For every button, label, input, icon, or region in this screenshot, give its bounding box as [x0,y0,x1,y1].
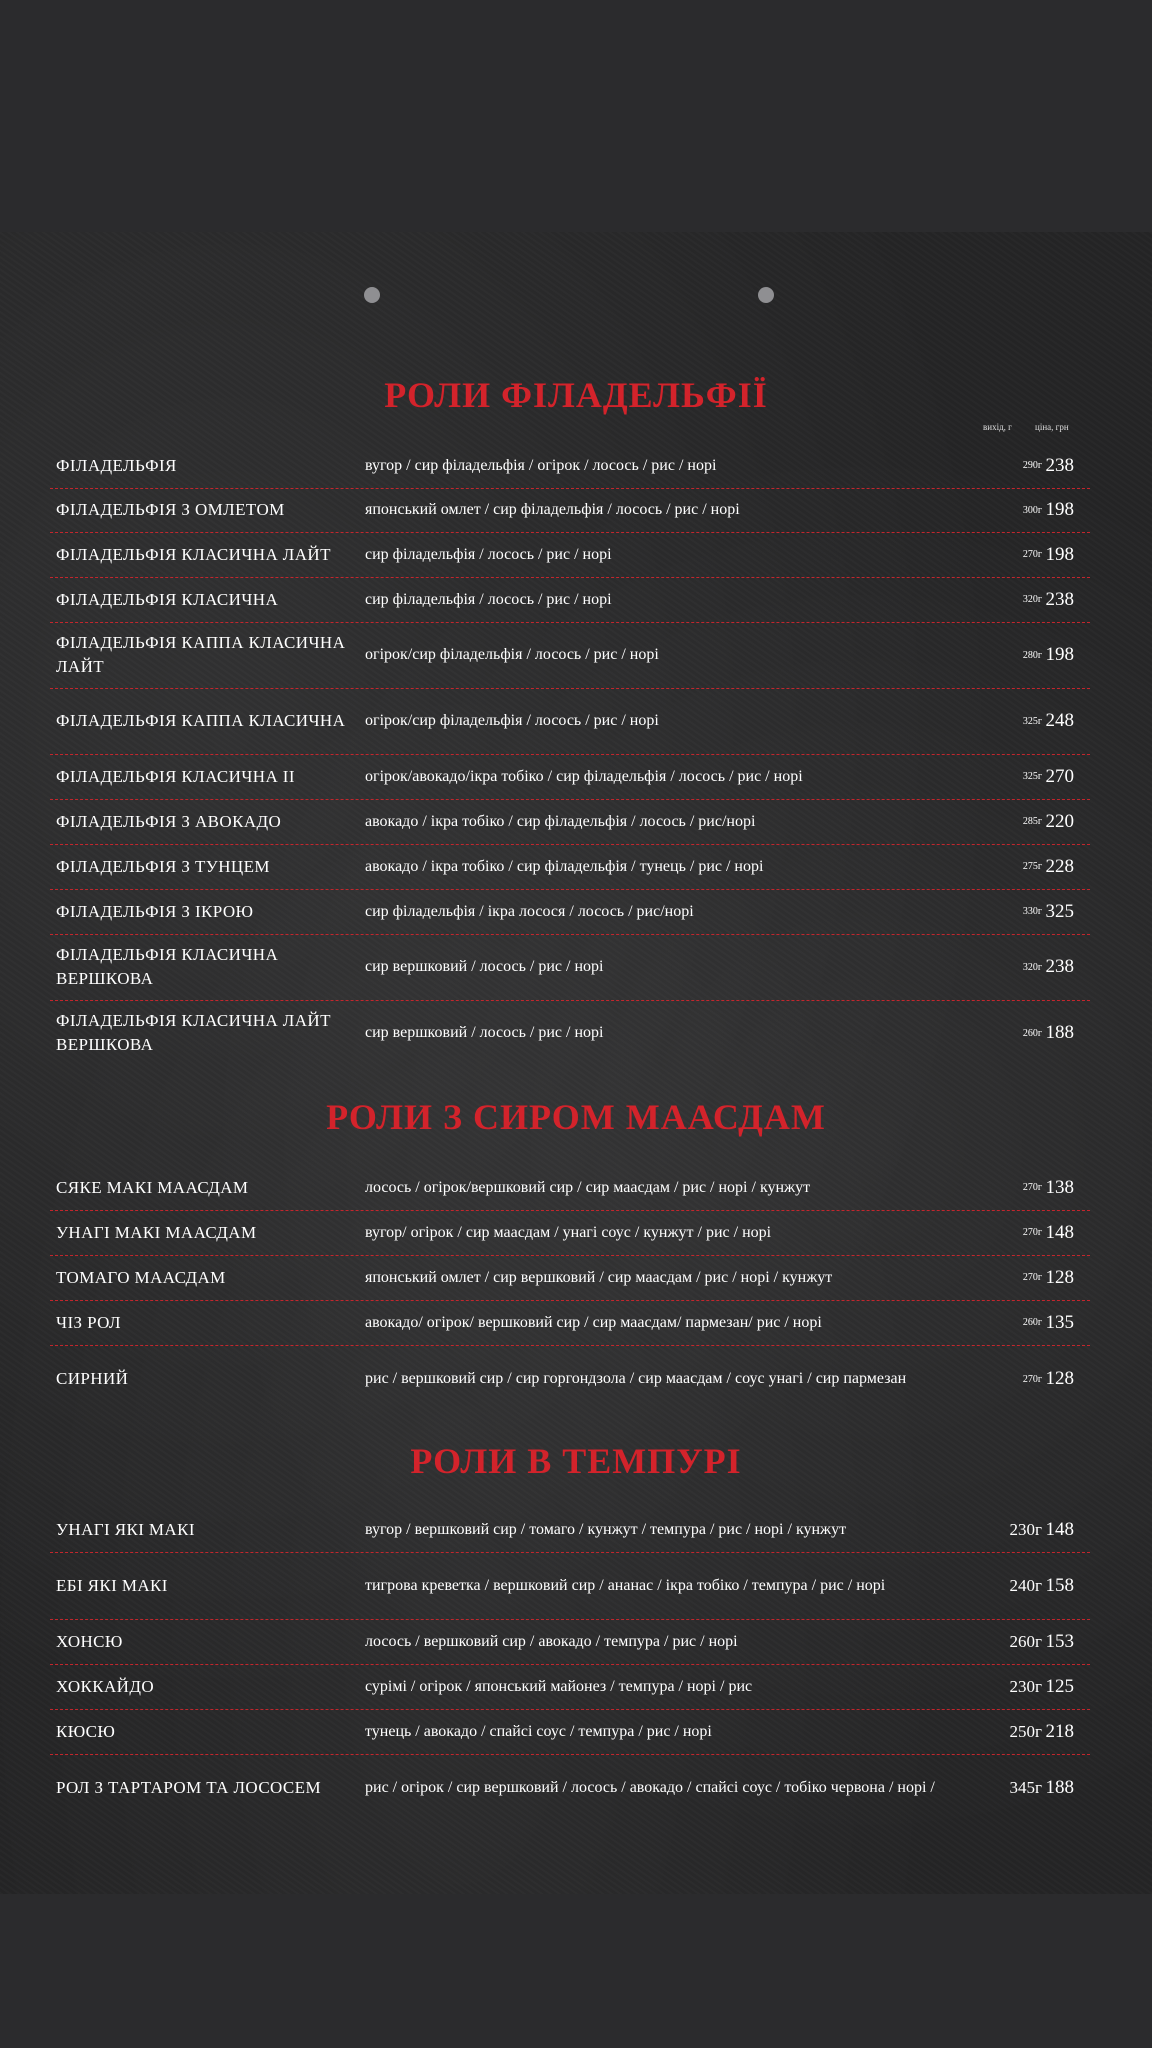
item-price: 138 [1045,1176,1074,1198]
pin-left-icon [364,287,380,303]
item-description: сир філадельфія / лосось / рис / норі [365,545,612,563]
item-weight: 260г [1009,1631,1042,1651]
item-price: 248 [1045,710,1074,731]
item-name: РОЛ З ТАРТАРОМ ТА ЛОСОСЕМ [56,1778,321,1797]
item-name: ЧІЗ РОЛ [56,1312,121,1332]
item-price: 188 [1045,1022,1074,1043]
item-weight: 285г [1022,816,1042,827]
item-weight: 300г [1022,504,1042,516]
menu-row [50,622,1090,689]
item-description: сир вершковий / лосось / рис / норі [365,1024,604,1041]
item-name: СЯКЕ МАКІ МААСДАМ [56,1177,249,1197]
item-description: авокадо/ огірок/ вершковий сир / сир маасдам/ пармезан/ рис / норі [365,1313,822,1331]
item-price: 158 [1045,1574,1074,1596]
menu-row [50,889,1090,935]
item-name: ФІЛАДЕЛЬФІЯ З ТУНЦЕМ [56,856,270,876]
item-weight: 280г [1022,649,1042,661]
item-price: 238 [1045,588,1074,610]
menu-row [50,1664,1090,1710]
menu-row [50,754,1090,800]
item-weight: 320г [1022,594,1042,605]
item-description: вугор/ огірок / сир маасдам / унагі соус / кунжут / рис / норі [365,1223,772,1241]
menu-row [50,1754,1090,1822]
item-price: 325 [1045,900,1074,922]
item-price: 270 [1045,765,1074,787]
item-name: ХОККАЙДО [56,1676,154,1696]
item-price: 188 [1045,1777,1074,1798]
item-name: ФІЛАДЕЛЬФІЯ КАППА КЛАСИЧНА [56,711,346,730]
menu-row [50,1000,1090,1066]
section-title-maasdam: РОЛИ З СИРОМ МААСДАМ [326,1097,826,1137]
menu-row [50,443,1090,489]
item-price: 148 [1045,1221,1074,1243]
item-price: 198 [1045,644,1074,665]
item-weight: 240г [1009,1575,1042,1595]
item-weight: 320г [1022,961,1042,973]
item-name: ФІЛАДЕЛЬФІЯ КЛАСИЧНА ВЕРШКОВА [56,945,279,988]
item-description: сир філадельфія / ікра лосося / лосось / рис/норі [365,902,694,920]
section-title-philadelphia: РОЛИ ФІЛАДЕЛЬФІЇ [384,375,768,415]
menu-row [50,688,1090,755]
item-price: 238 [1045,956,1074,977]
item-price: 220 [1045,810,1074,832]
item-description: японський омлет / сир вершковий / сир маасдам / рис / норі / кунжут [365,1268,833,1286]
item-name: УНАГІ МАКІ МААСДАМ [56,1222,257,1242]
menu-row [50,1165,1090,1211]
item-name: ФІЛАДЕЛЬФІЯ З ОМЛЕТОМ [56,500,285,519]
item-weight: 270г [1022,1227,1042,1238]
menu-row [50,844,1090,890]
item-description: огірок/авокадо/ікра тобіко / сир філадельфія / лосось / рис / норі [365,767,803,785]
item-name: УНАГІ ЯКІ МАКІ [56,1519,195,1539]
item-price: 238 [1045,454,1074,476]
menu-row [50,1507,1090,1553]
item-weight: 230г [1009,1519,1042,1539]
weight-column-header: вихід, г [983,422,1012,432]
item-name: ТОМАГО МААСДАМ [56,1267,226,1287]
item-description: вугор / вершковий сир / томаго / кунжут / темпура / рис / норі / кунжут [365,1520,847,1538]
menu-row [50,577,1090,623]
item-name: ЕБІ ЯКІ МАКІ [56,1575,168,1595]
menu-row [50,934,1090,1001]
item-name: ФІЛАДЕЛЬФІЯ КЛАСИЧНА ЛАЙТ ВЕРШКОВА [56,1011,331,1054]
item-price: 198 [1045,499,1074,520]
item-description: огірок/сир філадельфія / лосось / рис / норі [365,646,659,663]
item-price: 125 [1045,1675,1074,1697]
menu-row [50,1210,1090,1256]
section-title-tempura: РОЛИ В ТЕМПУРІ [410,1441,742,1481]
item-name: ФІЛАДЕЛЬФІЯ КЛАСИЧНА [56,589,279,609]
item-name: ФІЛАДЕЛЬФІЯ З ІКРОЮ [56,901,254,921]
item-description: сир філадельфія / лосось / рис / норі [365,590,612,608]
item-price: 228 [1045,855,1074,877]
item-weight: 260г [1022,1317,1042,1328]
item-weight: 270г [1022,549,1042,560]
item-weight: 345г [1009,1778,1042,1797]
item-weight: 230г [1009,1676,1042,1696]
item-description: лосось / огірок/вершковий сир / сир маасдам / рис / норі / кунжут [365,1178,811,1196]
menu-row [50,1255,1090,1301]
item-weight: 325г [1022,715,1042,727]
item-weight: 260г [1022,1027,1042,1039]
item-price: 153 [1045,1630,1074,1652]
menu-row [50,1552,1090,1620]
item-weight: 250г [1009,1721,1042,1741]
item-description: сир вершковий / лосось / рис / норі [365,958,604,975]
item-name: ФІЛАДЕЛЬФІЯ З АВОКАДО [56,811,282,831]
menu-row [50,1619,1090,1665]
item-name: ФІЛАДЕЛЬФІЯ КЛАСИЧНА ІІ [56,766,295,786]
item-description: тигрова креветка / вершковий сир / ананас / ікра тобіко / темпура / рис / норі [365,1576,886,1594]
item-price: 128 [1045,1368,1074,1389]
pin-right-icon [758,287,774,303]
item-price: 148 [1045,1518,1074,1540]
item-price: 128 [1045,1266,1074,1288]
item-description: вугор / сир філадельфія / огірок / лосось / рис / норі [365,456,717,474]
item-description: авокадо / ікра тобіко / сир філадельфія / тунець / рис / норі [365,857,764,875]
price-column-header: ціна, грн [1035,422,1069,432]
item-description: тунець / авокадо / спайсі соус / темпура / рис / норі [365,1722,712,1740]
item-name: КЮСЮ [56,1721,116,1741]
item-description: рис / вершковий сир / сир горгондзола / сир маасдам / соус унагі / сир пармезан [365,1370,907,1387]
item-name: ФІЛАДЕЛЬФІЯ КЛАСИЧНА ЛАЙТ [56,544,331,564]
item-name: ХОНСЮ [56,1631,123,1651]
menu-row [50,1709,1090,1755]
item-weight: 275г [1022,861,1042,872]
menu-row [50,488,1090,533]
item-weight: 270г [1022,1373,1042,1385]
item-weight: 270г [1022,1272,1042,1283]
item-description: огірок/сир філадельфія / лосось / рис / норі [365,712,659,729]
item-weight: 270г [1022,1182,1042,1193]
item-description: сурімі / огірок / японський майонез / темпура / норі / рис [365,1677,753,1695]
item-price: 218 [1045,1720,1074,1742]
item-weight: 330г [1022,906,1042,917]
menu-row [50,799,1090,845]
menu-row [50,1300,1090,1346]
menu-row [50,532,1090,578]
item-description: рис / огірок / сир вершковий / лосось / авокадо / спайсі соус / тобіко червона / норі / [365,1779,935,1796]
item-weight: 290г [1022,460,1042,471]
item-description: японський омлет / сир філадельфія / лосось / рис / норі [365,501,740,518]
item-price: 135 [1045,1311,1074,1333]
item-description: авокадо / ікра тобіко / сир філадельфія / лосось / рис/норі [365,812,756,830]
item-name: СИРНИЙ [56,1369,129,1388]
menu-row [50,1345,1090,1413]
item-weight: 325г [1022,771,1042,782]
item-name: ФІЛАДЕЛЬФІЯ [56,455,177,475]
item-name: ФІЛАДЕЛЬФІЯ КАППА КЛАСИЧНА ЛАЙТ [56,633,346,676]
item-description: лосось / вершковий сир / авокадо / темпура / рис / норі [365,1632,738,1650]
item-price: 198 [1045,543,1074,565]
